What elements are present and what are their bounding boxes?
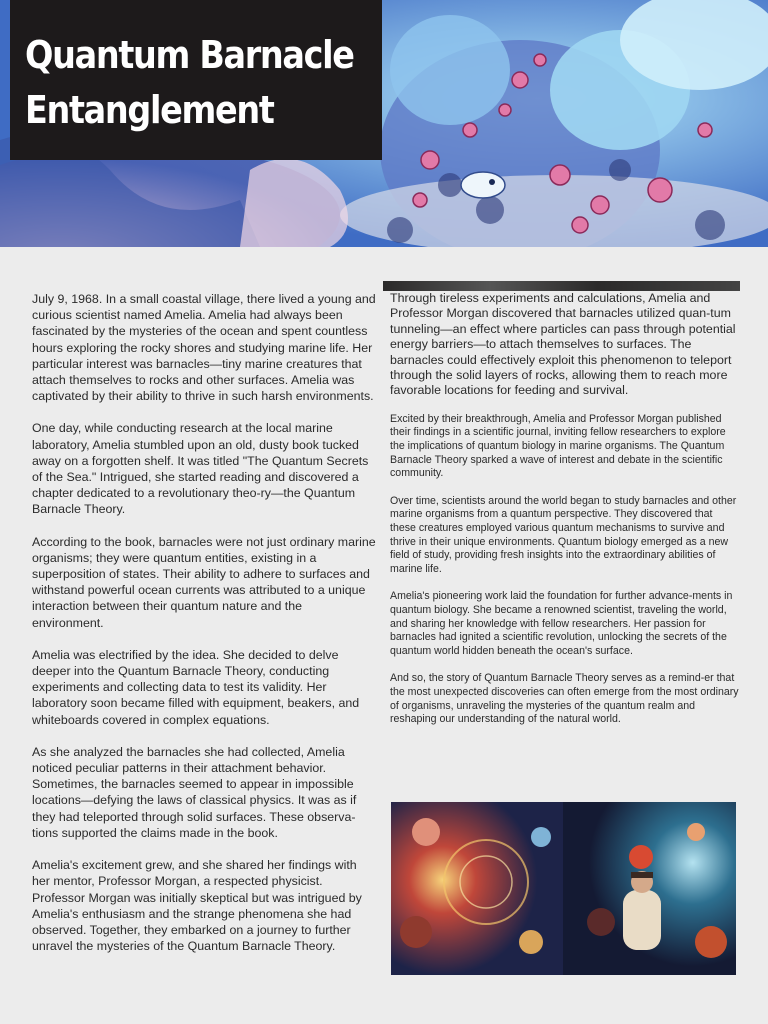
paragraph: Amelia was electrified by the idea. She decided to delve deeper into the Quantum Barnacle Theory, conducting experiments and collecting data to test its validity. Her laboratory soon became filled with equipment, beakers, and whiteboards covered in complex equations. xyxy=(32,647,360,727)
paragraph: One day, while conducting research at the local marine laboratory, Amelia stumbled upon an old, dusty book tucked away on a forgotten shelf. It was titled "The Quantum Secrets of the Sea." Intrigued, she started reading and discovered a chapter dedicated to a revolutionary theo-ry—the Quantum Barnacle Theory. xyxy=(32,421,369,517)
paragraph: Amelia's pioneering work laid the foundation for further advance-ments in quantum biology. She became a renowned scientist, traveling the world, and sharing her knowledge with fellow researchers. Her passion for barnacles had ignited a scientific revolution, unlocking the secrets of the quantum world hidden beneath the ocean's surface. xyxy=(390,590,733,657)
quantum-art-image xyxy=(391,802,736,975)
paragraph: Amelia's excitement grew, and she shared her findings with her mentor, Professor Morgan, a respected physicist. Professor Morgan was initially skeptical but was intrigued by Amelia's enthusiasm and the strange phenomena she had observed. Together, they embarked on a journey to further unravel the mysteries of the Quantum Barnacle Theory. xyxy=(32,858,362,954)
title-line-1: Quantum Barnacle xyxy=(25,33,354,77)
paragraph: As she analyzed the barnacles she had collected, Amelia noticed peculiar patterns in their attachment behavior. Sometimes, the barnacles seemed to appear in impossible locations—defying the laws of classical physics. It was as if they had teleported through solid surfaces. These observa-tions supported the claims made in the book. xyxy=(32,744,357,840)
title-block xyxy=(10,0,382,160)
paragraph: Excited by their breakthrough, Amelia and Professor Morgan published their findings in a scientific journal, inviting fellow researchers to explore the implications of quantum biology in marine organisms. The Quantum Barnacle Theory sparked a wave of interest and debate in the scientific community. xyxy=(390,412,726,480)
left-text-column xyxy=(32,291,377,970)
paragraph: Through tireless experiments and calculations, Amelia and Professor Morgan discovered that barnacles utilized quan-tum tunneling—an effect where particles can pass through potential energy barriers—to attach themselves to surfaces. The barnacles could effectively exploit this phenomenon to teleport through the solid layers of rocks, allowing them to reach more favorable locations for feeding and survival. xyxy=(390,291,736,398)
paragraph: July 9, 1968. In a small coastal village, there lived a young and curious scientist named Amelia. Amelia had always been fascinated by the mysteries of the ocean and spent countless hours exploring the rocky shores and studying marine life. Her particular interest was barnacles—tiny marine creatures that attach themselves to rocks and other surfaces. Amelia was captivated by their ability to thrive in such harsh environments. xyxy=(32,292,376,404)
cosmic-illustration xyxy=(391,802,736,975)
title-line-2: Entanglement xyxy=(25,88,274,132)
page-title xyxy=(25,28,354,138)
paragraph: And so, the story of Quantum Barnacle Theory serves as a remind-er that the most unexpected discoveries can often emerge from the most ordinary of organisms, unraveling the mysteries of the quantum realm and reshaping our understanding of the natural world. xyxy=(390,672,739,726)
image-strip xyxy=(383,281,740,291)
paragraph: Over time, scientists around the world began to study barnacles and other marine organisms from a quantum perspective. They discovered that these creatures employed various quantum mechanisms to survive and thrive in their unique environments. Quantum biology emerged as a new field of study, providing fresh insights into the extraordinary abilities of marine life. xyxy=(390,494,737,575)
paragraph: According to the book, barnacles were not just ordinary marine organisms; they were quantum entities, existing in a superposition of states. Their ability to adhere to surfaces and withstand powerful ocean currents was attributed to a unique interaction between their quantum nature and the environment. xyxy=(32,534,376,630)
right-text-column xyxy=(390,291,740,741)
